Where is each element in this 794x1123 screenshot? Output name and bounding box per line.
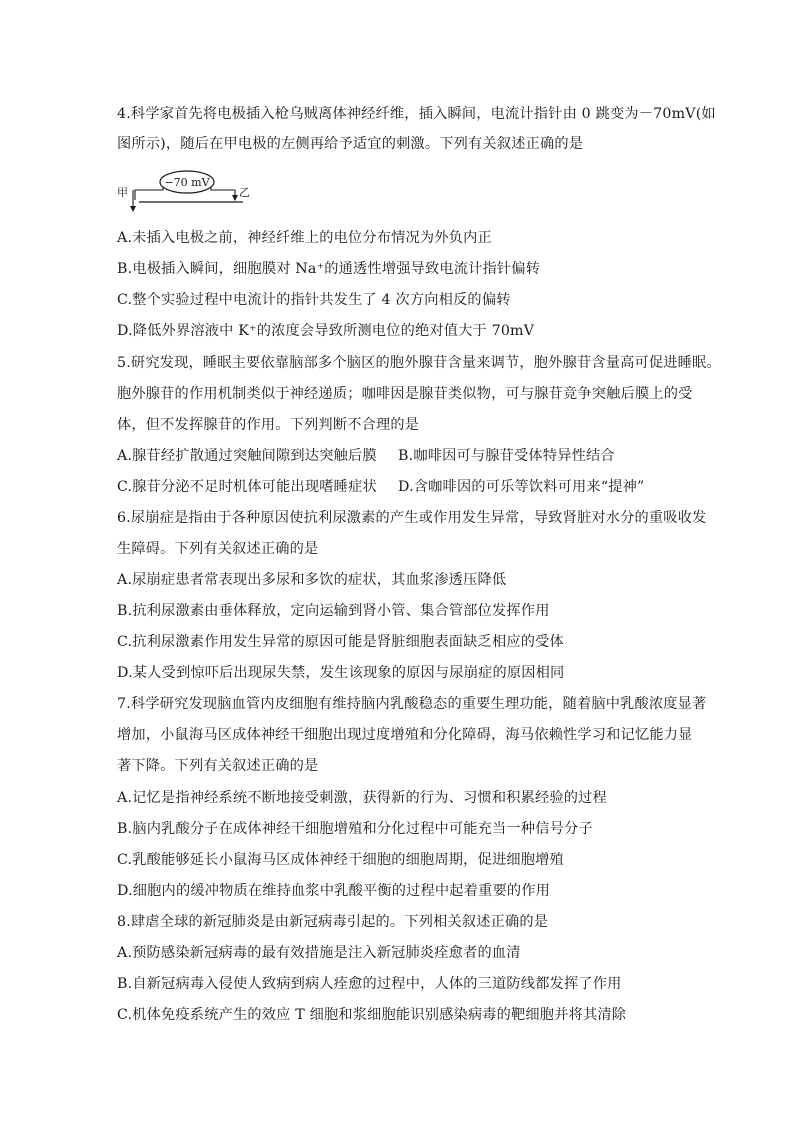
right-electrode-wire <box>211 184 235 196</box>
electrode-label-yi: 乙 <box>239 186 250 199</box>
q5-stem-line-2: 胞外腺苷的作用机制类似于神经递质；咖啡因是腺苷类似物，可与腺苷竞争突触后膜上的受 <box>117 386 693 402</box>
q4-option-c: C.整个实验过程中电流计的指针共发生了 4 次方向相反的偏转 <box>117 292 511 308</box>
q4-option-a: A.未插入电极之前，神经纤维上的电位分布情况为外负内正 <box>117 230 492 246</box>
q4-stem-line-1: 4.科学家首先将电极插入枪乌贼离体神经纤维，插入瞬间，电流计指针由 0 跳变为－70mV(如 <box>117 106 716 122</box>
left-electrode-wire <box>135 184 163 200</box>
q4-galvanometer-diagram <box>117 166 257 216</box>
q6-stem-line-2: 生障碍。下列有关叙述正确的是 <box>117 541 319 557</box>
q7-stem-line-3: 著下降。下列有关叙述正确的是 <box>117 758 319 774</box>
q7-option-d: D.细胞内的缓冲物质在维持血浆中乳酸平衡的过程中起着重要的作用 <box>117 883 551 899</box>
q8-option-a: A.预防感染新冠病毒的最有效措施是注入新冠肺炎痊愈者的血清 <box>117 945 521 961</box>
q7-option-c: C.乳酸能够延长小鼠海马区成体神经干细胞的细胞周期，促进细胞增殖 <box>117 852 564 868</box>
left-electrode-arrow <box>130 206 136 212</box>
q8-option-c: C.机体免疫系统产生的效应 T 细胞和浆细胞能识别感染病毒的靶细胞并将其清除 <box>117 1007 627 1023</box>
q6-option-d: D.某人受到惊吓后出现尿失禁，发生该现象的原因与尿崩症的原因相同 <box>117 665 565 681</box>
q7-stem-line-1: 7.科学研究发现脑血管内皮细胞有维持脑内乳酸稳态的重要生理功能，随着脑中乳酸浓度显著 <box>117 696 707 712</box>
q5-stem-line-1: 5.研究发现，睡眠主要依靠脑部多个脑区的胞外腺苷含量来调节，胞外腺苷含量高可促进睡眠。 <box>117 355 721 371</box>
q5-stem-line-3: 体，但不发挥腺苷的作用。下列判断不合理的是 <box>117 417 420 433</box>
q7-stem-line-2: 增加，小鼠海马区成体神经干细胞出现过度增殖和分化障碍，海马依赖性学习和记忆能力显 <box>117 727 693 743</box>
q7-option-b: B.脑内乳酸分子在成体神经干细胞增殖和分化过程中可能充当一种信号分子 <box>117 821 593 837</box>
electrode-label-jia: 甲 <box>117 186 128 199</box>
q5-option-b: B.咖啡因可与腺苷受体特异性结合 <box>398 448 615 464</box>
q5-option-a: A.腺苷经扩散通过突触间隙到达突触后膜 <box>117 448 377 464</box>
q6-option-c: C.抗利尿激素作用发生异常的原因可能是肾脏细胞表面缺乏相应的受体 <box>117 634 564 650</box>
q8-stem-line-1: 8.肆虐全球的新冠肺炎是由新冠病毒引起的。下列相关叙述正确的是 <box>117 914 549 930</box>
q8-option-b: B.自新冠病毒入侵使人致病到病人痊愈的过程中，人体的三道防线都发挥了作用 <box>117 976 622 992</box>
meter-reading: −70 mV <box>164 176 210 189</box>
q6-option-b: B.抗利尿激素由垂体释放，定向运输到肾小管、集合管部位发挥作用 <box>117 603 550 619</box>
q6-stem-line-1: 6.尿崩症是指由于各种原因使抗利尿激素的产生或作用发生异常，导致肾脏对水分的重吸收发 <box>117 510 707 526</box>
q5-option-d: D.含咖啡因的可乐等饮料可用来“提神” <box>398 479 645 495</box>
q5-option-c: C.腺苷分泌不足时机体可能出现嗜睡症状 <box>117 479 377 495</box>
q4-option-b: B.电极插入瞬间，细胞膜对 Na⁺的通透性增强导致电流计指针偏转 <box>117 261 541 277</box>
q7-option-a: A.记忆是指神经系统不断地接受刺激，获得新的行为、习惯和积累经验的过程 <box>117 790 607 806</box>
right-electrode-arrow <box>232 195 238 201</box>
q4-stem-line-2: 图所示)，随后在甲电极的左侧再给予适宜的刺激。下列有关叙述正确的是 <box>117 136 584 152</box>
q4-option-d: D.降低外界溶液中 K⁺的浓度会导致所测电位的绝对值大于 70mV <box>117 323 535 339</box>
q6-option-a: A.尿崩症患者常表现出多尿和多饮的症状，其血浆渗透压降低 <box>117 572 507 588</box>
